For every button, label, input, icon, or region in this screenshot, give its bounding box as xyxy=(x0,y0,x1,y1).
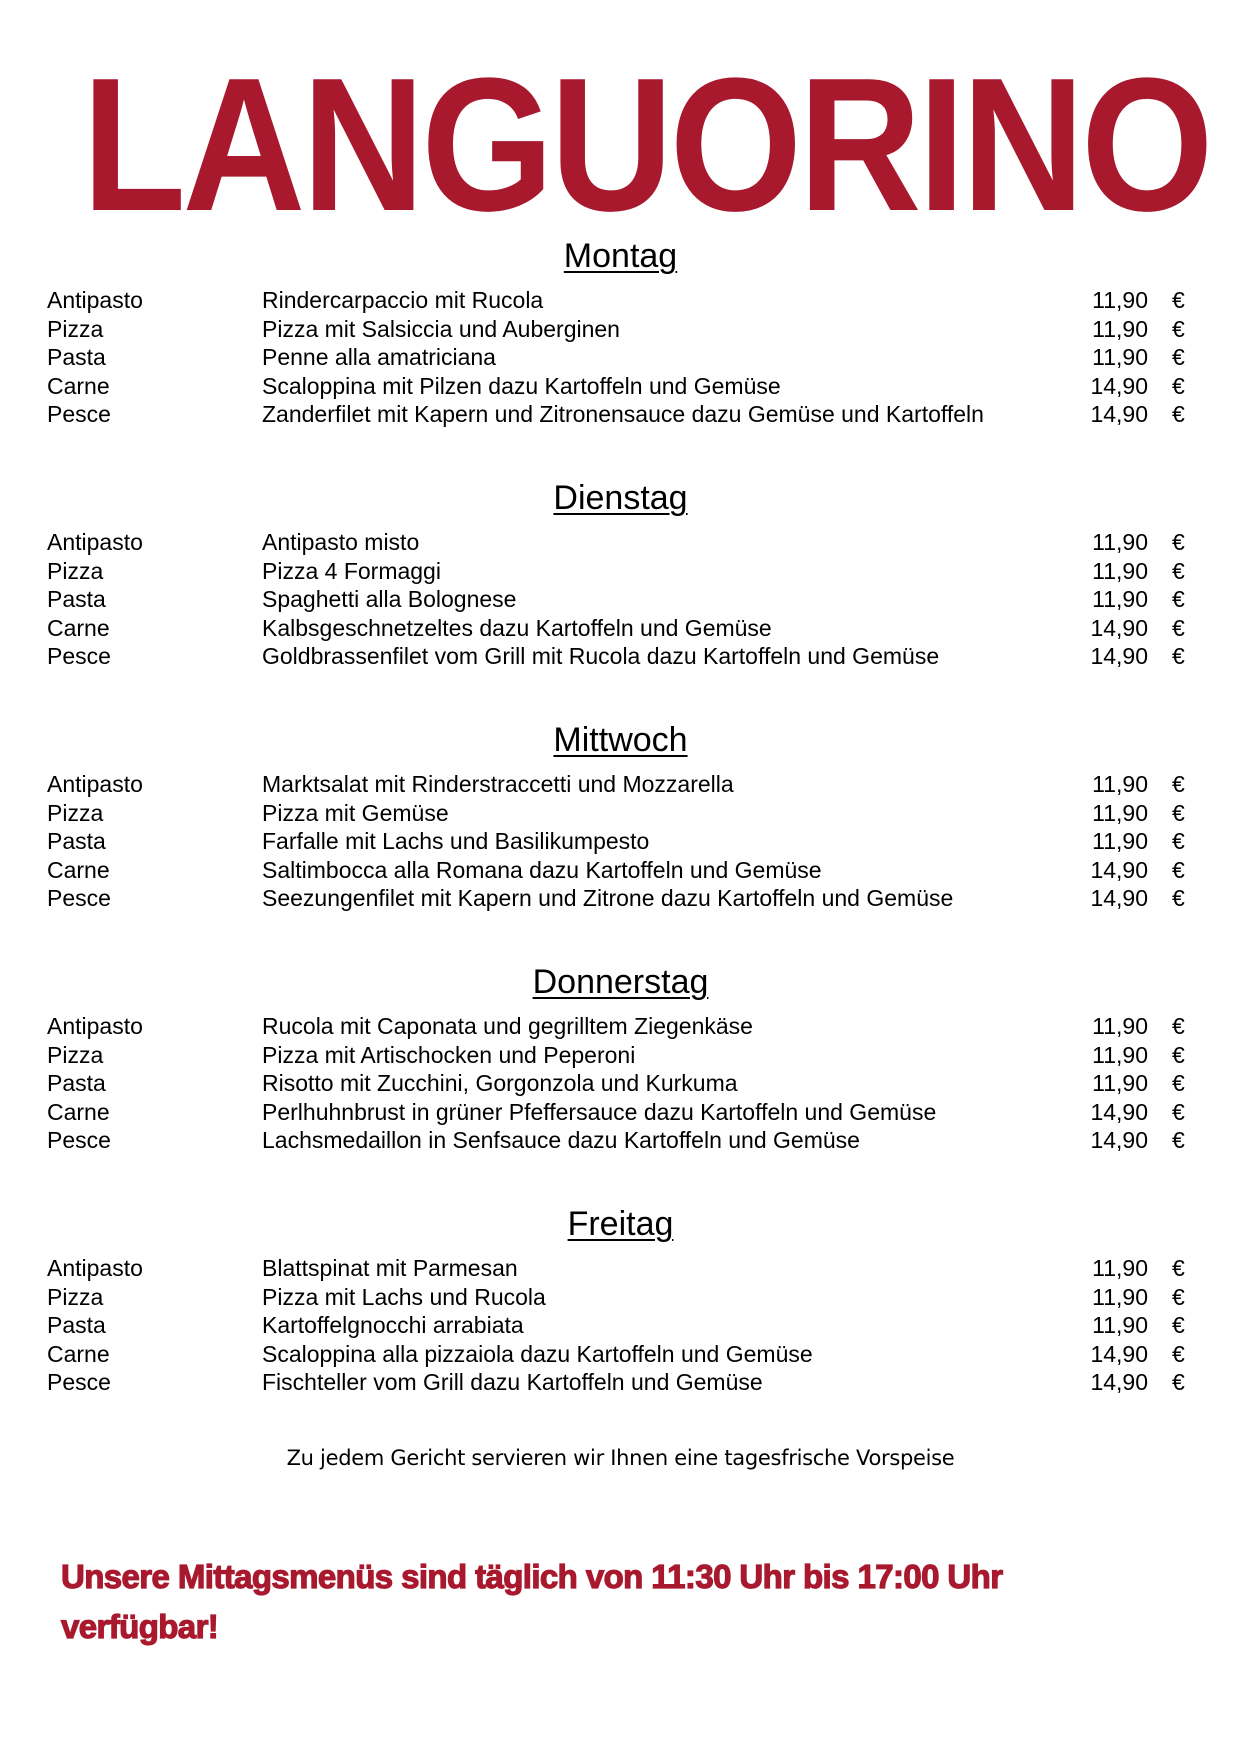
menu-item-price: 14,90 xyxy=(1090,614,1148,641)
menu-item-price: 11,90 xyxy=(1092,1070,1148,1097)
menu-item-price: 11,90 xyxy=(1092,344,1148,371)
menu-item-category: Antipasto xyxy=(47,287,143,313)
menu-item-category: Pizza xyxy=(47,799,104,826)
menu-item-category: Pizza xyxy=(47,557,104,584)
menu-item-category: Pesce xyxy=(47,1127,111,1154)
menu-item-price: 14,90 xyxy=(1090,856,1148,883)
menu-item-price: 11,90 xyxy=(1092,315,1148,342)
menu-item-category: Pizza xyxy=(47,1041,104,1068)
menu-item-dish: Pizza mit Artischocken und Peperoni xyxy=(262,1041,636,1068)
menu-item-dish: Rucola mit Caponata und gegrilltem Ziegenkäse xyxy=(262,1013,753,1039)
menu-item-row xyxy=(0,614,1241,643)
menu-item-category: Pesce xyxy=(47,401,111,428)
day-title: Donnerstag xyxy=(532,963,709,1001)
menu-item-category: Pasta xyxy=(47,828,106,855)
menu-item-price: 11,90 xyxy=(1092,287,1148,313)
menu-item-dish: Rindercarpaccio mit Rucola xyxy=(262,287,544,313)
menu-item-row xyxy=(0,1012,1241,1041)
currency-symbol: € xyxy=(1172,885,1185,912)
menu-item-category: Carne xyxy=(47,614,110,641)
menu-item-row xyxy=(0,1283,1241,1312)
menu-item-dish: Scaloppina mit Pilzen dazu Kartoffeln und Gemüse xyxy=(262,372,781,399)
menu-item-category: Pasta xyxy=(47,1312,106,1339)
menu-item-dish: Zanderfilet mit Kapern und Zitronensauce dazu Gemüse und Kartoffeln xyxy=(262,401,984,428)
currency-symbol: € xyxy=(1172,643,1185,670)
menu-item-dish: Goldbrassenfilet vom Grill mit Rucola dazu Kartoffeln und Gemüse xyxy=(262,643,940,670)
day-section-mittwoch xyxy=(0,720,1241,913)
currency-symbol: € xyxy=(1172,287,1185,313)
menu-item-dish: Pizza mit Salsiccia und Auberginen xyxy=(262,315,620,342)
menu-item-dish: Saltimbocca alla Romana dazu Kartoffeln und Gemüse xyxy=(262,856,822,883)
menu-item-dish: Antipasto misto xyxy=(262,529,420,555)
menu-item-category: Antipasto xyxy=(47,1013,143,1039)
currency-symbol: € xyxy=(1172,1041,1185,1068)
menu-item-price: 14,90 xyxy=(1090,401,1148,428)
currency-symbol: € xyxy=(1172,557,1185,584)
menu-item-row xyxy=(0,585,1241,614)
currency-symbol: € xyxy=(1172,1070,1185,1097)
menu-item-dish: Fischteller vom Grill dazu Kartoffeln und Gemüse xyxy=(262,1369,763,1396)
currency-symbol: € xyxy=(1172,1283,1185,1310)
day-section-dienstag xyxy=(0,478,1241,671)
currency-symbol: € xyxy=(1172,586,1185,613)
currency-symbol: € xyxy=(1172,401,1185,428)
menu-item-price: 11,90 xyxy=(1092,828,1148,855)
menu-item-category: Pasta xyxy=(47,586,106,613)
currency-symbol: € xyxy=(1172,1013,1185,1039)
currency-symbol: € xyxy=(1172,1098,1185,1125)
menu-item-category: Pasta xyxy=(47,344,106,371)
menu-item-category: Carne xyxy=(47,856,110,883)
menu-item-row xyxy=(0,528,1241,557)
menu-item-dish: Farfalle mit Lachs und Basilikumpesto xyxy=(262,828,650,855)
menu-item-price: 14,90 xyxy=(1090,1127,1148,1154)
menu-item-category: Pizza xyxy=(47,315,104,342)
menu-item-dish: Perlhuhnbrust in grüner Pfeffersauce dazu Kartoffeln und Gemüse xyxy=(262,1098,937,1125)
menu-item-price: 14,90 xyxy=(1090,1340,1148,1367)
menu-item-category: Pesce xyxy=(47,885,111,912)
currency-symbol: € xyxy=(1172,1340,1185,1367)
menu-item-row xyxy=(0,557,1241,586)
menu-item-price: 11,90 xyxy=(1092,586,1148,613)
currency-symbol: € xyxy=(1172,1312,1185,1339)
menu-item-row xyxy=(0,372,1241,401)
menu-item-category: Pesce xyxy=(47,643,111,670)
menu-item-price: 11,90 xyxy=(1092,771,1148,797)
menu-item-dish: Risotto mit Zucchini, Gorgonzola und Kurkuma xyxy=(262,1070,738,1097)
logo-text: LANGUORINO xyxy=(82,62,1210,222)
menu-items xyxy=(0,286,1241,429)
menu-item-price: 14,90 xyxy=(1090,1369,1148,1396)
currency-symbol: € xyxy=(1172,856,1185,883)
menu-item-category: Pesce xyxy=(47,1369,111,1396)
day-title: Freitag xyxy=(567,1205,674,1243)
menu-item-row xyxy=(0,1254,1241,1283)
menu-item-dish: Marktsalat mit Rinderstraccetti und Mozzarella xyxy=(262,771,734,797)
menu-item-dish: Kartoffelgnocchi arrabiata xyxy=(262,1312,524,1339)
menu-item-category: Pasta xyxy=(47,1070,106,1097)
menu-item-row xyxy=(0,799,1241,828)
menu-item-price: 14,90 xyxy=(1090,885,1148,912)
menu-item-dish: Penne alla amatriciana xyxy=(262,344,496,371)
menu-item-price: 14,90 xyxy=(1090,372,1148,399)
menu-item-row xyxy=(0,827,1241,856)
day-section-freitag xyxy=(0,1204,1241,1397)
menu-item-dish: Scaloppina alla pizzaiola dazu Kartoffeln und Gemüse xyxy=(262,1340,813,1367)
lunch-hours-notice: Unsere Mittagsmenüs sind täglich von 11:30 Uhr bis 17:00 Uhr verfügbar! xyxy=(61,1558,1003,1645)
menu-item-dish: Kalbsgeschnetzeltes dazu Kartoffeln und Gemüse xyxy=(262,614,772,641)
menu-item-row xyxy=(0,1041,1241,1070)
menu-item-category: Antipasto xyxy=(47,1255,143,1281)
day-section-donnerstag xyxy=(0,962,1241,1155)
menu-item-price: 11,90 xyxy=(1092,529,1148,555)
day-section-montag xyxy=(0,236,1241,429)
menu-item-row xyxy=(0,642,1241,671)
menu-item-price: 14,90 xyxy=(1090,1098,1148,1125)
day-title: Mittwoch xyxy=(553,721,688,759)
currency-symbol: € xyxy=(1172,614,1185,641)
menu-item-category: Antipasto xyxy=(47,529,143,555)
currency-symbol: € xyxy=(1172,1369,1185,1396)
currency-symbol: € xyxy=(1172,344,1185,371)
menu-item-price: 11,90 xyxy=(1092,1283,1148,1310)
logo-wordmark xyxy=(80,62,1212,222)
menu-item-price: 11,90 xyxy=(1092,1013,1148,1039)
menu-items xyxy=(0,1254,1241,1397)
day-title: Montag xyxy=(563,237,678,275)
menu-item-price: 11,90 xyxy=(1092,1255,1148,1281)
currency-symbol: € xyxy=(1172,1255,1185,1281)
menu-items xyxy=(0,528,1241,671)
menu-items xyxy=(0,1012,1241,1155)
menu-item-row xyxy=(0,1340,1241,1369)
menu-item-dish: Seezungenfilet mit Kapern und Zitrone dazu Kartoffeln und Gemüse xyxy=(262,885,954,912)
currency-symbol: € xyxy=(1172,315,1185,342)
menu-item-category: Antipasto xyxy=(47,771,143,797)
menu-item-row xyxy=(0,1311,1241,1340)
currency-symbol: € xyxy=(1172,828,1185,855)
menu-item-row xyxy=(0,400,1241,429)
currency-symbol: € xyxy=(1172,771,1185,797)
menu-item-row xyxy=(0,770,1241,799)
menu-item-row xyxy=(0,343,1241,372)
day-title: Dienstag xyxy=(553,479,688,517)
menu-item-row xyxy=(0,1098,1241,1127)
menu-item-row xyxy=(0,856,1241,885)
menu-item-dish: Spaghetti alla Bolognese xyxy=(262,586,517,613)
menu-item-row xyxy=(0,286,1241,315)
restaurant-logo xyxy=(80,62,1212,222)
menu-item-row xyxy=(0,884,1241,913)
menu-item-category: Pizza xyxy=(47,1283,104,1310)
currency-symbol: € xyxy=(1172,799,1185,826)
menu-item-price: 11,90 xyxy=(1092,799,1148,826)
menu-item-dish: Pizza mit Lachs und Rucola xyxy=(262,1283,546,1310)
menu-item-row xyxy=(0,1069,1241,1098)
currency-symbol: € xyxy=(1172,529,1185,555)
menu-item-row xyxy=(0,315,1241,344)
menu-item-price: 11,90 xyxy=(1092,1312,1148,1339)
menu-item-dish: Lachsmedaillon in Senfsauce dazu Kartoffeln und Gemüse xyxy=(262,1127,860,1154)
menu-item-dish: Pizza mit Gemüse xyxy=(262,799,449,826)
menu-item-row xyxy=(0,1126,1241,1155)
menu-item-price: 14,90 xyxy=(1090,643,1148,670)
currency-symbol: € xyxy=(1172,372,1185,399)
menu-item-row xyxy=(0,1368,1241,1397)
menu-item-category: Carne xyxy=(47,1098,110,1125)
menu-item-price: 11,90 xyxy=(1092,1041,1148,1068)
menu-items xyxy=(0,770,1241,913)
menu-item-category: Carne xyxy=(47,372,110,399)
menu-item-price: 11,90 xyxy=(1092,557,1148,584)
menu-item-dish: Blattspinat mit Parmesan xyxy=(262,1255,518,1281)
menu-item-dish: Pizza 4 Formaggi xyxy=(262,557,441,584)
menu-item-category: Carne xyxy=(47,1340,110,1367)
currency-symbol: € xyxy=(1172,1127,1185,1154)
footer-note: Zu jedem Gericht servieren wir Ihnen eine tagesfrische Vorspeise xyxy=(286,1446,955,1470)
